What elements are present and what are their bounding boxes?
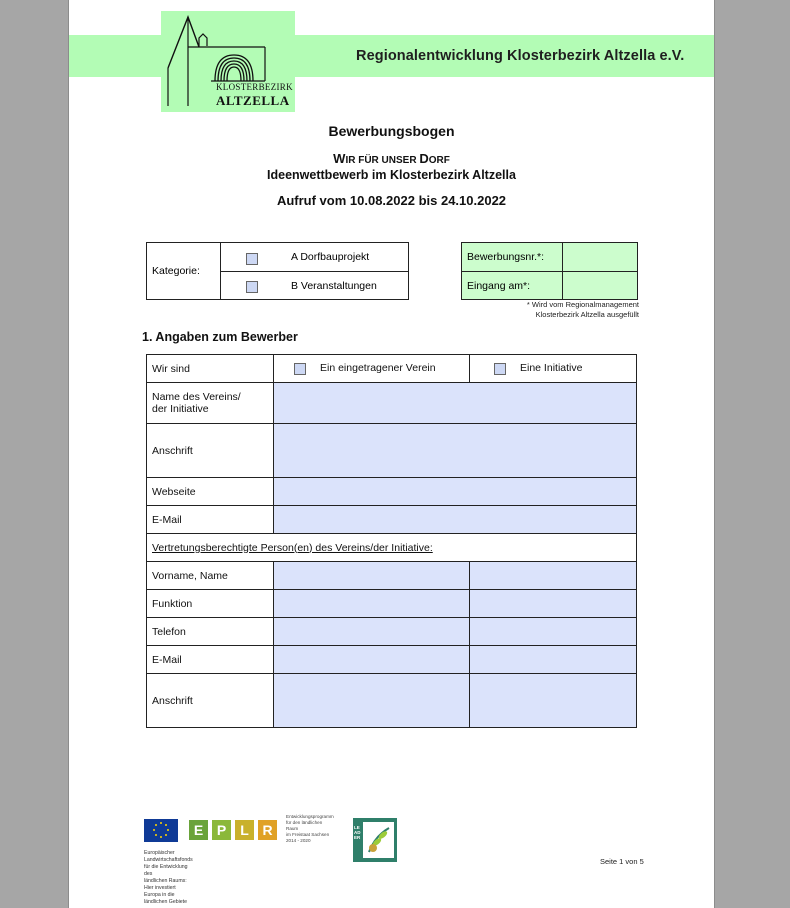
divider xyxy=(462,271,637,272)
form-title: Bewerbungsbogen xyxy=(328,123,455,139)
table-row xyxy=(147,534,637,562)
option-dorfbauprojekt: A Dorfbauprojekt xyxy=(291,251,370,263)
competition-title-d: D xyxy=(419,151,429,166)
table-row xyxy=(147,646,637,674)
checkbox-veranstaltungen[interactable] xyxy=(246,281,258,293)
org-name-label-line1: Name des Vereins/ xyxy=(152,391,241,403)
competition-subtitle: Ideenwettbewerb im Klosterbezirk Altzella xyxy=(267,168,516,182)
option-verein[interactable] xyxy=(274,355,470,383)
rep-address-field-2[interactable] xyxy=(470,674,637,728)
eafrd-line2: ländlichen Raums: Hier investiert Europa in die ländlichen Gebiete xyxy=(144,878,187,905)
representatives-heading xyxy=(147,534,637,562)
address-field[interactable] xyxy=(274,424,637,478)
rep-function-label: Funktion xyxy=(147,590,274,618)
eplr-letter-l: L xyxy=(235,820,254,840)
application-number-box xyxy=(461,242,638,300)
option-verein-label: Ein eingetragener Verein xyxy=(320,362,436,375)
category-box xyxy=(146,242,409,300)
rep-function-field-1[interactable] xyxy=(274,590,470,618)
section-heading-applicant: 1. Angaben zum Bewerber xyxy=(142,330,298,344)
rep-address-label: Anschrift xyxy=(147,674,274,728)
divider xyxy=(220,271,408,272)
org-name-label xyxy=(147,383,274,424)
email-field[interactable] xyxy=(274,506,637,534)
competition-title xyxy=(69,151,714,166)
rep-email-field-2[interactable] xyxy=(470,646,637,674)
option-veranstaltungen: B Veranstaltungen xyxy=(291,280,377,292)
checkbox-initiative[interactable] xyxy=(494,363,506,375)
category-label: Kategorie: xyxy=(152,265,200,277)
table-row xyxy=(147,618,637,646)
eafrd-line1: Europäischer Landwirtschaftsfonds für die Entwicklung des xyxy=(144,850,193,877)
rep-email-label: E-Mail xyxy=(147,646,274,674)
eafrd-note xyxy=(144,850,193,906)
eplr-line4: 2014 - 2020 xyxy=(286,838,311,843)
website-field[interactable] xyxy=(274,478,637,506)
table-row xyxy=(147,506,637,534)
altzella-logo xyxy=(161,11,295,112)
received-date-label: Eingang am*: xyxy=(467,280,531,292)
call-period: Aufruf vom 10.08.2022 bis 24.10.2022 xyxy=(276,193,507,208)
eplr-letter-p: P xyxy=(212,820,231,840)
page-number: Seite 1 von 5 xyxy=(600,857,644,866)
address-label: Anschrift xyxy=(147,424,274,478)
organisation-name: Regionalentwicklung Klosterbezirk Altzella e.V. xyxy=(356,48,685,64)
table-row xyxy=(147,590,637,618)
applicant-table xyxy=(146,354,637,728)
table-row xyxy=(147,674,637,728)
office-note-line1: * Wird vom Regionalmanagement xyxy=(526,300,639,309)
rep-phone-field-2[interactable] xyxy=(470,618,637,646)
representatives-heading-text: Vertretungsberechtigte Person(en) des Vereins/der Initiative: xyxy=(152,541,433,554)
eplr-line3: im Freistaat Sachsen xyxy=(286,832,330,837)
org-name-label-line2: der Initiative xyxy=(152,403,209,415)
rep-email-field-1[interactable] xyxy=(274,646,470,674)
we-are-label: Wir sind xyxy=(147,355,274,383)
eplr-description xyxy=(286,814,334,844)
table-row xyxy=(147,562,637,590)
checkbox-dorfbauprojekt[interactable] xyxy=(246,253,258,265)
rep-phone-field-1[interactable] xyxy=(274,618,470,646)
table-row xyxy=(147,478,637,506)
checkbox-verein[interactable] xyxy=(294,363,306,375)
leader-logo xyxy=(353,818,397,862)
leader-text: LEADER xyxy=(354,825,361,840)
document-page xyxy=(68,0,715,908)
rep-name-label: Vorname, Name xyxy=(147,562,274,590)
eu-flag-icon xyxy=(144,819,178,842)
eplr-letter-e: E xyxy=(189,820,208,840)
competition-title-w: W xyxy=(333,151,346,166)
org-name-field[interactable] xyxy=(274,383,637,424)
logo-text-line1: KLOSTERBEZIRK xyxy=(216,82,293,92)
option-initiative-label: Eine Initiative xyxy=(520,362,583,375)
option-initiative[interactable] xyxy=(470,355,637,383)
email-label: E-Mail xyxy=(147,506,274,534)
website-label: Webseite xyxy=(147,478,274,506)
table-row xyxy=(147,355,637,383)
table-row xyxy=(147,383,637,424)
application-number-label: Bewerbungsnr.*: xyxy=(467,251,545,263)
office-note-line2: Klosterbezirk Altzella ausgefüllt xyxy=(535,310,639,319)
table-row xyxy=(147,424,637,478)
competition-title-part2: ORF xyxy=(428,155,450,166)
competition-title-part1: IR FÜR UNSER xyxy=(345,155,420,166)
office-note xyxy=(527,300,639,320)
eplr-line1: Entwicklungsprogramm xyxy=(286,814,334,819)
rep-phone-label: Telefon xyxy=(147,618,274,646)
eplr-line2: für den ländlichen Raum xyxy=(286,820,323,831)
eplr-letter-r: R xyxy=(258,820,277,840)
rep-name-field-1[interactable] xyxy=(274,562,470,590)
rep-function-field-2[interactable] xyxy=(470,590,637,618)
rep-address-field-1[interactable] xyxy=(274,674,470,728)
rep-name-field-2[interactable] xyxy=(470,562,637,590)
logo-text-line2: ALTZELLA xyxy=(216,93,290,108)
eplr-logo xyxy=(189,815,281,845)
